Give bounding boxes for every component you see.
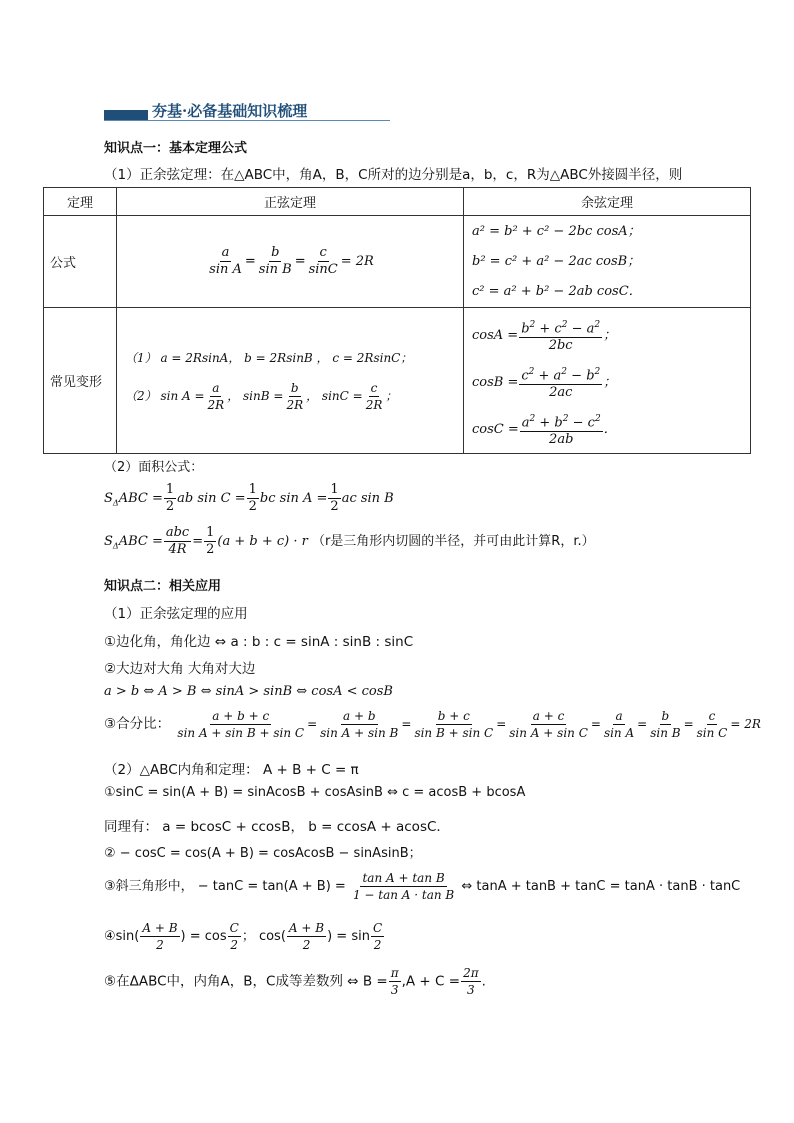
cos-law-c: c² = a² + b² − 2ab cosC． <box>472 283 642 299</box>
variant-1: （1） a = 2RsinA， b = 2RsinB ， c = 2RsinC； <box>125 350 413 365</box>
th-sine: 正弦定理 <box>117 188 464 216</box>
kp2-line4: ③合分比： $\frac{a + b + c}{\text{sin A + sin B + sin C}}$ = $\frac{a + b}{\text{sin A + sin B}}$ = $\frac{b + c}{\text{sin B + sin C}}$ = $\frac{a + c}{\text{sin A + sin C}}$ = $\frac{a}{\text{sin A}}$ = $\frac{b}{\text{sin B}}$ = $\frac{c}{\text{sin C}}$ = 2R <box>104 709 761 740</box>
kp2-line1: ①边化角，角化边 ⇔ a : b : c = sinA : sinB : sinC <box>104 634 414 650</box>
variant-2: （2） sin A = $\frac{a}{2R}$ ， sinB = $\frac{b}{2R}$ ， sinC = $\frac{c}{2R}$ ； <box>125 380 398 412</box>
kp2-line7: ② − cosC = cos(A + B) = cosAcosB − sinAsinB； <box>104 846 422 861</box>
kp2-line2: ②大边对大角 大角对大边 <box>104 661 256 677</box>
row-formula-label: 公式 <box>44 216 117 308</box>
kp2-title: 知识点二：相关应用 <box>104 579 222 594</box>
theorem-table <box>43 187 751 454</box>
area-formula-2: $S_\Delta ABC$ = $\frac{\text{abc}}{4R}$ = $\frac{1}{2}$ (a + b + c) · r （r是三角形内切圆的半径，并可由此计算R，r.） <box>104 525 595 557</box>
th-theorem: 定理 <box>44 188 117 216</box>
kp2-line5: ①sinC = sin(A + B) = sinAcosB + cosAsinB ⇔ c = acosB + bcosA <box>104 785 526 800</box>
title-bar-decoration <box>104 110 148 120</box>
kp1-intro: （1）正余弦定理：在△ABC中，角A，B，C所对的边分别是a，b，c，R为△ABC外接圆半径，则 <box>104 167 683 183</box>
area-formula-1: $S_\Delta ABC$ = $\frac{1}{2}$ ab sin C = $\frac{1}{2}$ bc sin A = $\frac{1}{2}$ ac sin B <box>104 482 394 514</box>
kp2-line8: ③斜三角形中， − tanC = tan(A + B) = $\frac{\text{tan A + tan B}}{\text{1 − tan A · tan B}}$ ⇔ tanA + tanB + tanC = tanA · tanB · tanC <box>104 871 741 902</box>
th-cosine: 余弦定理 <box>464 188 751 216</box>
kp2-sub2: （2）△ABC内角和定理： A + B + C = π <box>104 762 359 778</box>
area-title: （2）面积公式： <box>104 460 204 475</box>
section-title: 夯基·必备基础知识梳理 <box>152 102 308 120</box>
row-variant-label: 常见变形 <box>44 308 117 454</box>
cosine-law-variants: cosA = $\frac{b^2 + c^2 - a^2}{2bc}$ ； cosB = $\frac{c^2 + a^2 - b^2}{2ac}$ ； cosC = $\frac{a^2 + b^2 - c^2}{2ab}$ ． <box>464 308 751 454</box>
kp2-sub1: （1）正余弦定理的应用 <box>104 606 248 622</box>
cos-law-b: b² = c² + a² − 2ac cosB； <box>472 253 641 269</box>
cosine-law-formulas <box>464 216 751 308</box>
kp2-line10: ⑤在ΔABC中，内角A，B，C成等差数列 ⇔ B = $\frac{\pi}{3}$ ,A + C = $\frac{2\pi}{3}$ . <box>104 966 486 997</box>
kp1-title: 知识点一：基本定理公式 <box>104 141 248 156</box>
sine-law-formula: $\frac{a}{\text{sin A}}$ = $\frac{b}{\text{sin B}}$ = $\frac{c}{\sin C}$ = 2R <box>117 216 464 308</box>
cos-law-a: a² = b² + c² − 2bc cosA； <box>472 223 641 239</box>
kp2-line3: a > b ⇔ A > B ⇔ sinA > sinB ⇔ cosA < cosB <box>104 684 393 699</box>
kp2-line9: ④sin( $\frac{A + B}{2}$ ) = cos $\frac{C}{2}$ ； cos( $\frac{A + B}{2}$ ) = sin $\frac{C}{2}$ <box>104 921 383 952</box>
sine-law-variants <box>117 308 464 454</box>
kp2-line6: 同理有： a = bcosC + ccosB， b = ccosA + acosC． <box>104 819 450 835</box>
